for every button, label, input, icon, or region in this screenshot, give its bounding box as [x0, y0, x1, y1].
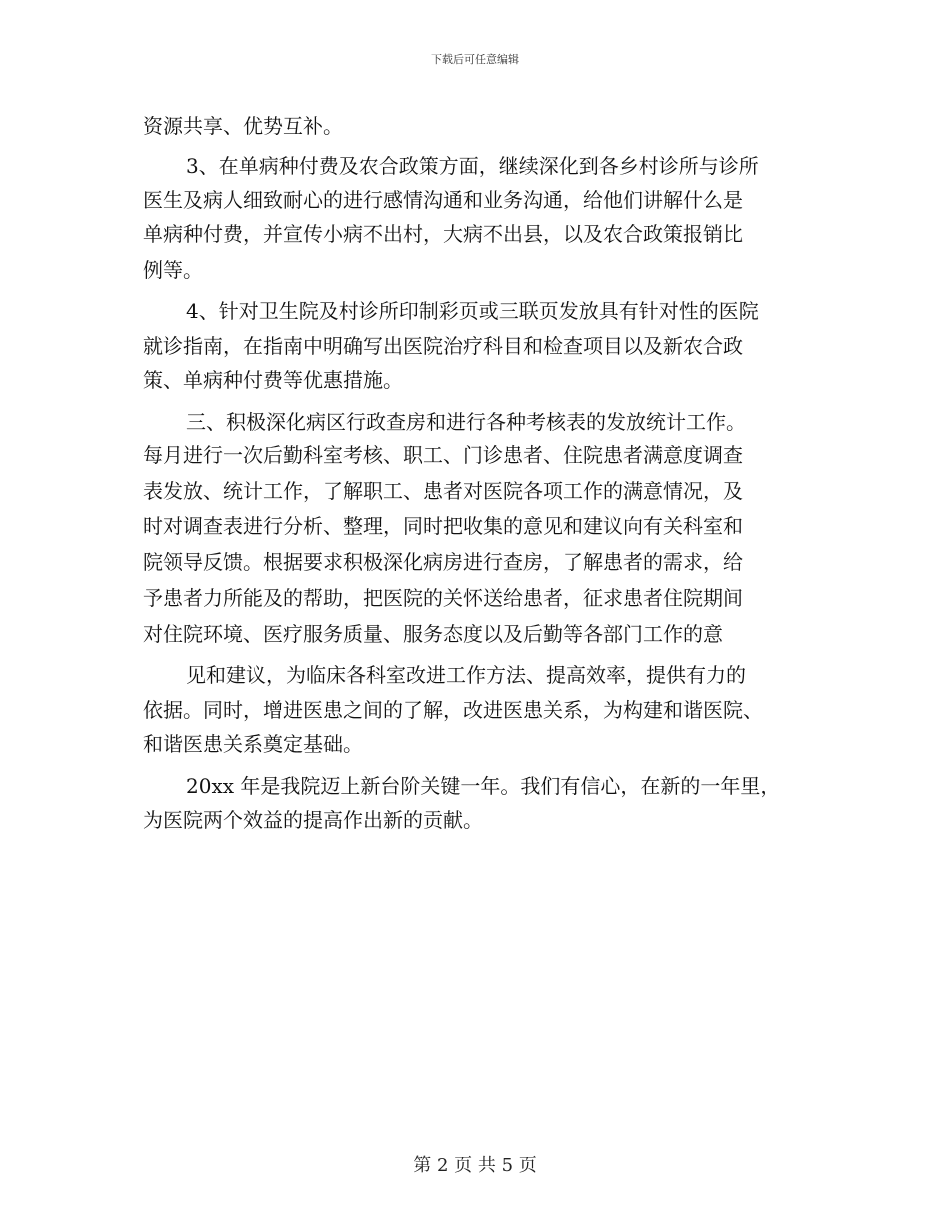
text-line: 表发放、统计工作，了解职工、患者对医院各项工作的满意情况，及 [143, 479, 743, 503]
text-line: 为医院两个效益的提高作出新的贡献。 [143, 808, 483, 832]
text-line: 策、单病种付费等优惠措施。 [143, 368, 403, 392]
text-line: 三、积极深化病区行政查房和进行各种考核表的发放统计工作。 [186, 410, 746, 434]
text-line: 对住院环境、医疗服务质量、服务态度以及后勤等各部门工作的意 [143, 622, 723, 646]
text-line: 予患者力所能及的帮助，把医院的关怀送给患者，征求患者住院期间 [143, 586, 743, 610]
text-line: 3、在单病种付费及农合政策方面，继续深化到各乡村诊所与诊所 [186, 154, 759, 178]
text-line: 例等。 [143, 258, 203, 282]
text-line: 时对调查表进行分析、整理，同时把收集的意见和建议向有关科室和 [143, 514, 743, 538]
text-line: 和谐医患关系奠定基础。 [143, 732, 363, 756]
text-line: 依据。同时，增进医患之间的了解，改进医患关系，为构建和谐医院、 [143, 698, 763, 722]
text-line: 单病种付费，并宣传小病不出村，大病不出县，以及农合政策报销比 [143, 222, 743, 246]
text-line: 4、针对卫生院及村诊所印制彩页或三联页发放具有针对性的医院 [186, 299, 759, 323]
text-line: 医生及病人细致耐心的进行感情沟通和业务沟通，给他们讲解什么是 [143, 188, 743, 212]
text-line: 每月进行一次后勤科室考核、职工、门诊患者、住院患者满意度调查 [143, 443, 743, 467]
text-line: 就诊指南，在指南中明确写出医院治疗科目和检查项目以及新农合政 [143, 334, 743, 358]
page-header-note: 下载后可任意编辑 [431, 53, 519, 66]
page-number: 第 2 页 共 5 页 [413, 1155, 537, 1176]
text-line: 20xx 年是我院迈上新台阶关键一年。我们有信心，在新的一年里， [186, 774, 781, 798]
text-line: 院领导反馈。根据要求积极深化病房进行查房，了解患者的需求，给 [143, 550, 743, 574]
text-line: 资源共享、优势互补。 [143, 114, 343, 138]
text-line: 见和建议，为临床各科室改进工作方法、提高效率，提供有力的 [186, 663, 746, 687]
